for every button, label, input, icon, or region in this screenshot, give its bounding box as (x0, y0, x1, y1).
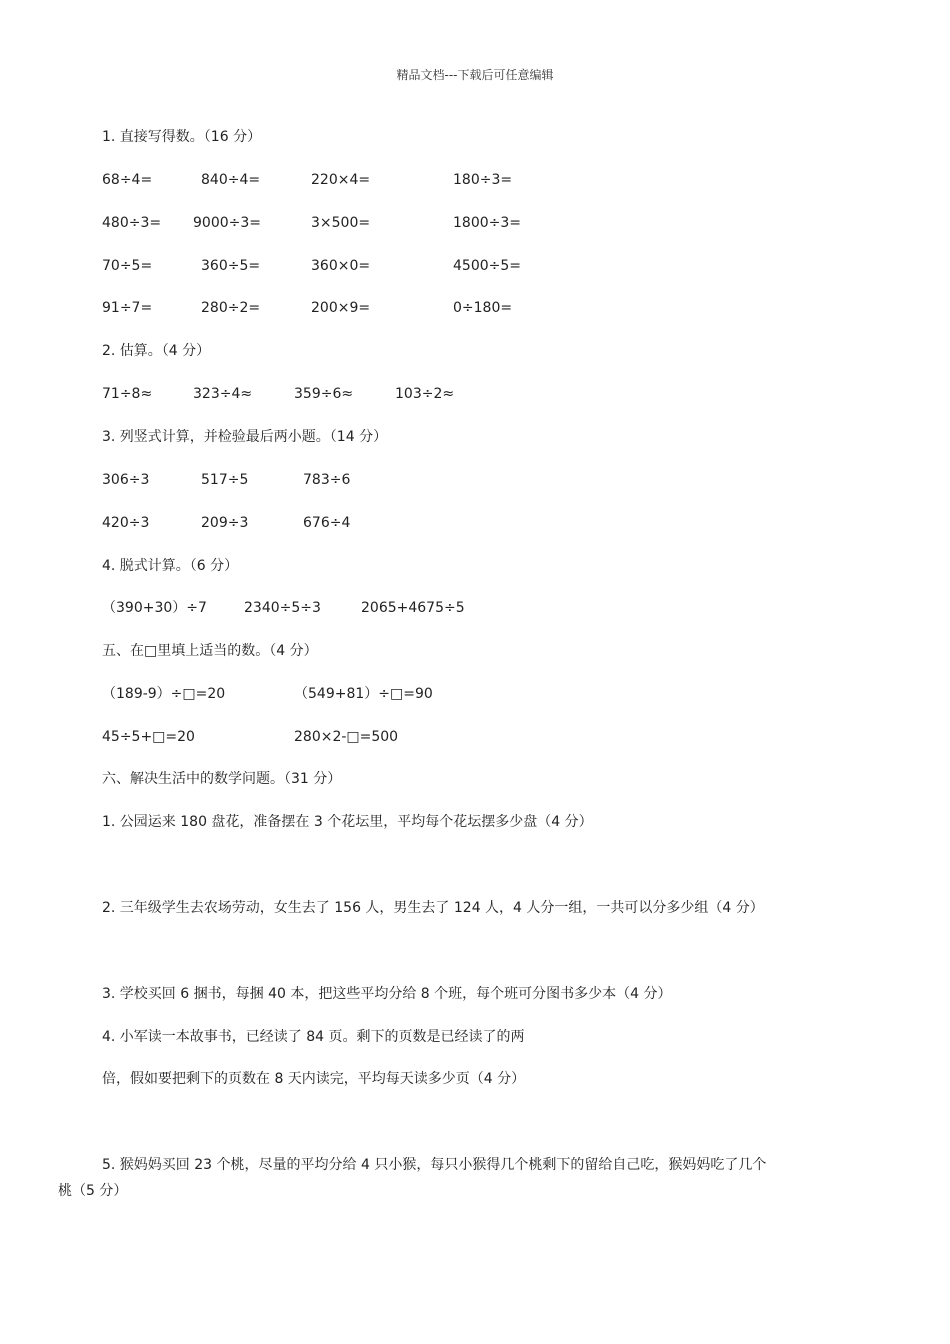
q6-problem-4-line-2: 倍，假如要把剩下的页数在 8 天内读完，平均每天读多少页（4 分） (102, 1071, 526, 1087)
q1-item: 840÷4= (201, 172, 261, 188)
q1-item: 91÷7= (102, 300, 153, 316)
q4-title: 4. 脱式计算。（6 分） (102, 558, 239, 574)
q3-item: 783÷6 (303, 472, 351, 488)
q1-item: 360×0= (311, 258, 371, 274)
q4-item: （390+30）÷7 (102, 600, 207, 616)
q6-problem-4-line-1: 4. 小军读一本故事书，已经读了 84 页。剩下的页数是已经读了的两 (102, 1029, 525, 1045)
q6-problem-2: 2. 三年级学生去农场劳动，女生去了 156 人，男生去了 124 人，4 人分一组，一共可以分多少组（4 分） (102, 900, 764, 916)
q4-item: 2340÷5÷3 (244, 600, 321, 616)
q5-item: （189-9）÷□=20 (102, 686, 226, 702)
q6-problem-5-line-1: 5. 猴妈妈买回 23 个桃，尽量的平均分给 4 只小猴，每只小猴得几个桃剩下的留给自己吃，猴妈妈吃了几个 (102, 1157, 767, 1173)
q1-title: 1. 直接写得数。（16 分） (102, 129, 262, 145)
q5-item: 280×2-□=500 (294, 729, 399, 745)
q3-item: 420÷3 (102, 515, 150, 531)
q1-item: 280÷2= (201, 300, 261, 316)
q1-item: 180÷3= (453, 172, 513, 188)
q1-item: 9000÷3= (193, 215, 261, 231)
q5-item: 45÷5+□=20 (102, 729, 195, 745)
q1-item: 480÷3= (102, 215, 162, 231)
q2-item: 359÷6≈ (294, 386, 354, 402)
q5-item: （549+81）÷□=90 (294, 686, 433, 702)
q2-item: 323÷4≈ (193, 386, 253, 402)
q1-item: 200×9= (311, 300, 371, 316)
q3-item: 209÷3 (201, 515, 249, 531)
q2-title: 2. 估算。（4 分） (102, 343, 211, 359)
q1-item: 68÷4= (102, 172, 153, 188)
q1-item: 1800÷3= (453, 215, 521, 231)
q6-problem-3: 3. 学校买回 6 捆书，每捆 40 本，把这些平均分给 8 个班，每个班可分图书多少本（4 分） (102, 986, 672, 1002)
q1-item: 360÷5= (201, 258, 261, 274)
q1-item: 70÷5= (102, 258, 153, 274)
q3-title: 3. 列竖式计算，并检验最后两小题。（14 分） (102, 429, 388, 445)
q1-item: 3×500= (311, 215, 371, 231)
q6-title: 六、解决生活中的数学问题。（31 分） (102, 771, 342, 787)
q2-item: 103÷2≈ (395, 386, 455, 402)
q6-problem-5-line-2: 桃（5 分） (58, 1183, 128, 1199)
q6-problem-1: 1. 公园运来 180 盘花，准备摆在 3 个花坛里，平均每个花坛摆多少盘（4 分） (102, 814, 593, 830)
q4-item: 2065+4675÷5 (361, 600, 465, 616)
q5-title: 五、在□里填上适当的数。（4 分） (102, 643, 318, 659)
q1-item: 4500÷5= (453, 258, 521, 274)
q3-item: 676÷4 (303, 515, 351, 531)
page-header: 精品文档---下载后可任意编辑 (396, 68, 554, 82)
q2-item: 71÷8≈ (102, 386, 153, 402)
q1-item: 220×4= (311, 172, 371, 188)
q3-item: 306÷3 (102, 472, 150, 488)
q3-item: 517÷5 (201, 472, 249, 488)
q1-item: 0÷180= (453, 300, 513, 316)
